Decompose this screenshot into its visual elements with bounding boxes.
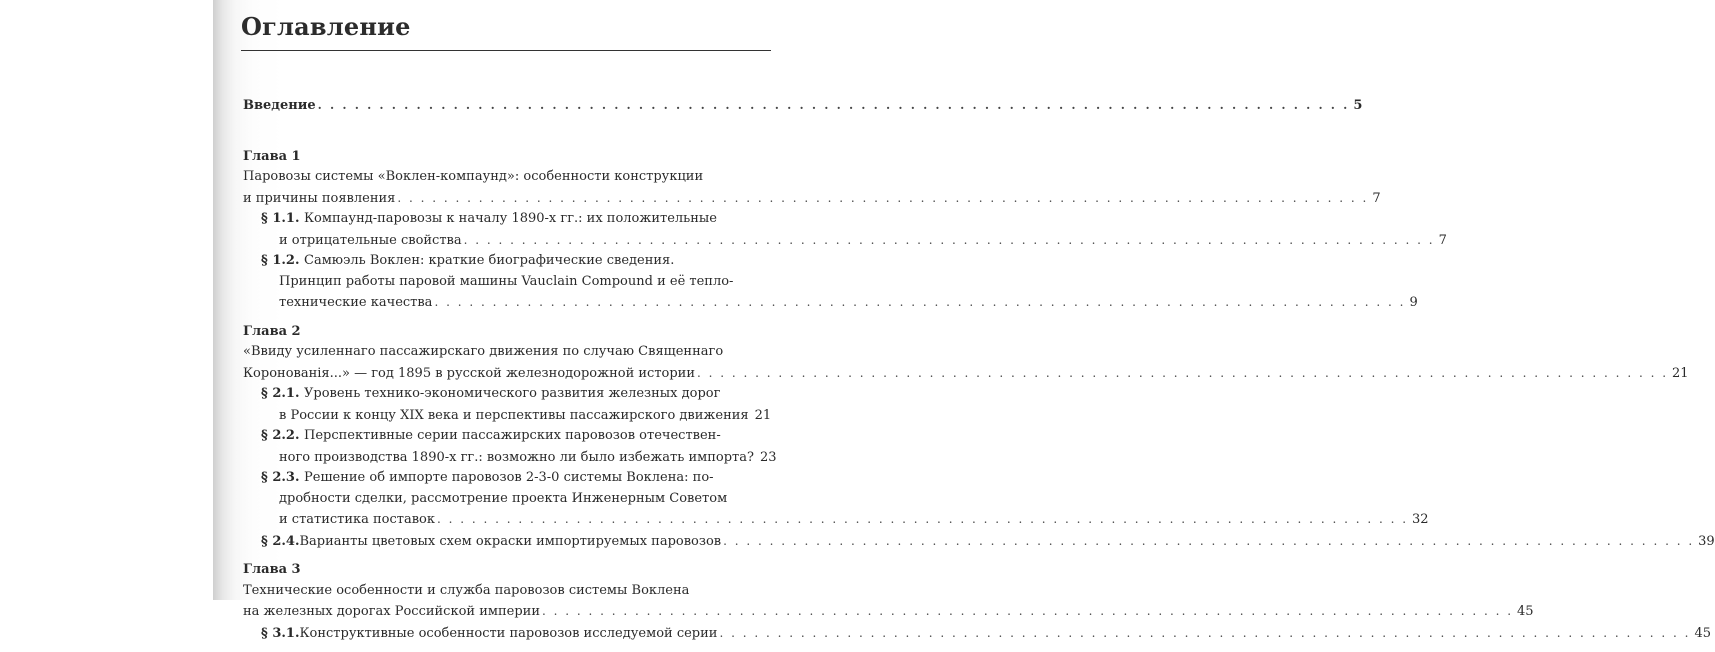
chapter-label: Глава 1 — [243, 148, 301, 164]
chapter-title-line — [243, 363, 1689, 385]
section-number: § 1.2. — [261, 253, 304, 268]
section-line — [261, 209, 761, 230]
section-line — [261, 426, 761, 447]
section-number: § 2.1. — [261, 386, 304, 401]
toc-section-2-3 — [243, 468, 1429, 531]
section-line — [261, 447, 777, 469]
page-number: 21 — [1672, 365, 1689, 381]
entry-text: Перспективные серии пассажирских паровозов отечествен- — [304, 428, 721, 443]
chapter-title-line — [243, 188, 1381, 210]
chapter-label: Глава 3 — [243, 562, 301, 577]
section-line — [261, 230, 1447, 252]
entry-text: Самюэль Воклен: краткие биографические сведения. — [304, 253, 675, 268]
page-number: 9 — [1409, 295, 1418, 310]
leader-dots — [437, 509, 1408, 530]
toc-chapter-1 — [243, 147, 1447, 314]
toc-section-3-1 — [243, 623, 1712, 645]
chapters-list — [243, 147, 1715, 645]
intro-page: 5 — [1353, 98, 1363, 113]
toc-section-1-2 — [243, 251, 1418, 314]
title-rule — [241, 50, 771, 51]
toc-section-2-2 — [243, 426, 777, 468]
entry-text: Решение об импорте паровозов 2-3-0 системы Воклена: по- — [304, 470, 714, 485]
leader-dots — [464, 230, 1435, 251]
entry-text: Уровень технико-экономического развития железных дорог — [304, 386, 721, 401]
entry-text: на железных дорогах Российской империи — [243, 604, 541, 619]
page-title: Оглавление — [241, 12, 411, 41]
entry-text: ного производства 1890-х гг.: возможно ли было избежать импорта? — [279, 449, 754, 465]
section-line — [261, 251, 761, 272]
entry-text: Варианты цветовых схем окраски импортируемых паровозов — [299, 533, 722, 549]
section-line — [261, 405, 772, 427]
section-number: § 3.1. — [261, 625, 300, 641]
page-number: 23 — [759, 449, 777, 465]
entry-text: и причины появления — [243, 190, 396, 206]
section-line — [261, 272, 761, 293]
table-of-contents — [243, 95, 1715, 652]
section-line — [261, 384, 761, 405]
page-number: 45 — [1694, 625, 1712, 641]
entry-text: технические качества — [279, 295, 433, 310]
leader-dots — [397, 188, 1368, 209]
page-number: 45 — [1517, 604, 1534, 619]
chapter-title-line — [243, 601, 1534, 623]
entry-text: Компаунд-паровозы к началу 1890-х гг.: их положительные — [304, 211, 717, 226]
section-line — [261, 468, 761, 489]
entry-text: Коронованія...» — год 1895 в русской железнодорожной истории — [243, 365, 695, 381]
chapter-title-line: Технические особенности и служба паровозов системы Воклена — [243, 582, 690, 598]
leader-dots — [434, 292, 1405, 313]
leader-dots — [719, 623, 1690, 644]
toc-chapter-3 — [243, 560, 1712, 644]
leader-dots — [723, 531, 1694, 552]
chapter-label: Глава 2 — [243, 323, 301, 339]
entry-text: Конструктивные особенности паровозов исследуемой серии — [299, 625, 718, 641]
section-line — [261, 509, 1429, 531]
intro-label: Введение — [243, 98, 316, 113]
entry-text: и статистика поставок — [279, 512, 436, 527]
section-line — [261, 292, 1418, 314]
section-number: § 2.2. — [261, 428, 304, 443]
chapter-title-line: «Ввиду усиленнаго пассажирскаго движения по случаю Священнаго — [243, 344, 724, 359]
chapter-title-line: Паровозы системы «Воклен-компаунд»: особенности конструкции — [243, 169, 704, 184]
page-number: 21 — [754, 407, 772, 423]
toc-chapter-2 — [243, 322, 1715, 553]
entry-text: и отрицательные свойства — [279, 232, 462, 248]
toc-section-2-4 — [243, 531, 1715, 553]
leader-dots — [318, 95, 1350, 116]
section-number: § 2.3. — [261, 470, 304, 485]
page-number: 7 — [1372, 190, 1381, 206]
page-number: 7 — [1438, 232, 1447, 248]
section-line — [261, 623, 1712, 645]
entry-text: Принцип работы паровой машины Vauclain Compound и её тепло- — [279, 273, 734, 289]
page-number: 32 — [1412, 512, 1429, 527]
section-line — [261, 489, 761, 510]
leader-dots — [542, 601, 1513, 622]
section-number: § 1.1. — [261, 211, 304, 226]
page-number: 39 — [1698, 533, 1715, 549]
leader-dots — [697, 363, 1668, 384]
toc-section-2-1 — [243, 384, 772, 426]
section-number: § 2.4. — [261, 533, 300, 549]
section-line — [261, 531, 1715, 553]
entry-text: в России к концу XIX века и перспективы пассажирского движения — [279, 407, 749, 423]
toc-entry-intro — [243, 95, 1363, 117]
toc-section-1-1 — [243, 209, 1447, 251]
entry-text: дробности сделки, рассмотрение проекта Инженерным Советом — [279, 490, 728, 506]
book-page — [213, 0, 1715, 641]
